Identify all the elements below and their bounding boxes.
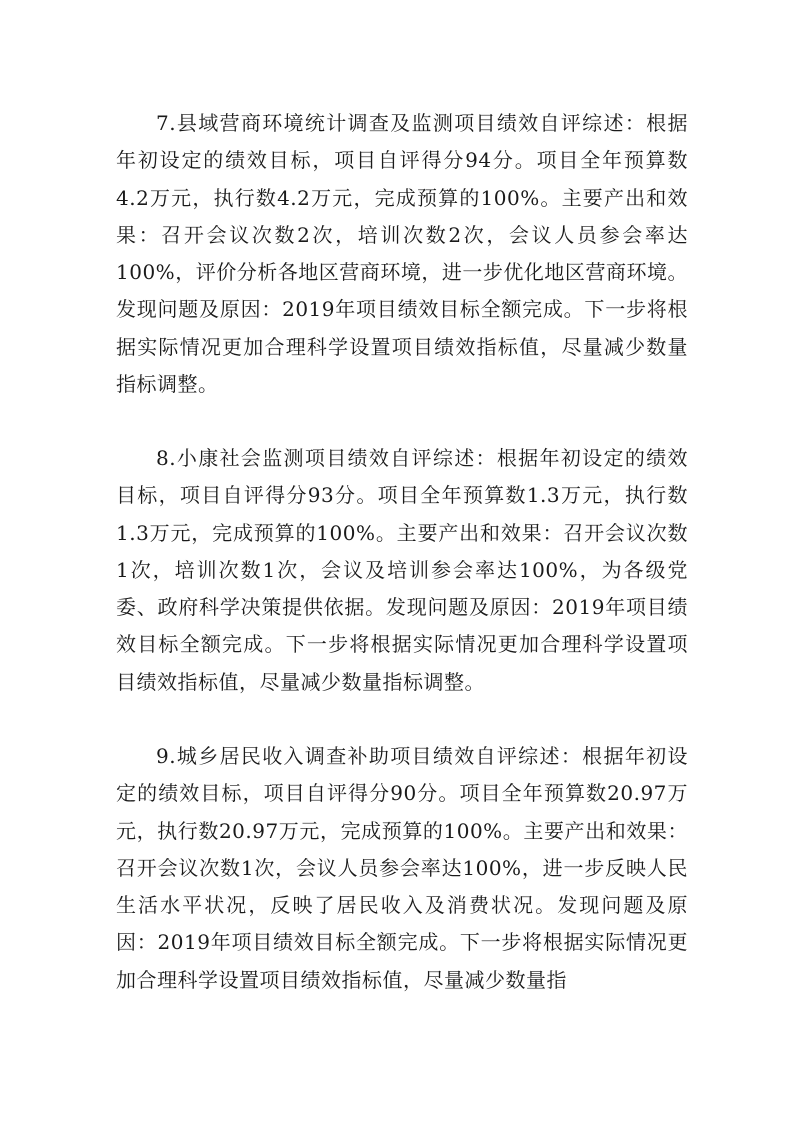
paragraph-block-7 bbox=[116, 105, 688, 403]
paragraph-block-9 bbox=[116, 738, 688, 999]
paragraph-block-8 bbox=[116, 440, 688, 701]
paragraph-item-8: 8.小康社会监测项目绩效自评综述：根据年初设定的绩效目标，项目自评得分93分。项目全年预算数1.3万元，执行数1.3万元，完成预算的100%。主要产出和效果：召开会议次数1次，培训次数1次，会议及培训参会率达100%，为各级党委、政府科学决策提供依据。发现问题及原因：2019年项目绩效目标全额完成。下一步将根据实际情况更加合理科学设置项目绩效指标值，尽量减少数量指标调整。 bbox=[116, 446, 688, 694]
paragraph-item-7: 7.县域营商环境统计调查及监测项目绩效自评综述：根据年初设定的绩效目标，项目自评得分94分。项目全年预算数4.2万元，执行数4.2万元，完成预算的100%。主要产出和效果：召开会议次数2次，培训次数2次，会议人员参会率达100%，评价分析各地区营商环境，进一步优化地区营商环境。发现问题及原因：2019年项目绩效目标全额完成。下一步将根据实际情况更加合理科学设置项目绩效指标值，尽量减少数量指标调整。 bbox=[116, 111, 688, 397]
paragraph-item-9: 9.城乡居民收入调查补助项目绩效自评综述：根据年初设定的绩效目标，项目自评得分90分。项目全年预算数20.97万元，执行数20.97万元，完成预算的100%。主要产出和效果：召开会议次数1次，会议人员参会率达100%，进一步反映人民生活水平状况，反映了居民收入及消费状况。发现问题及原因：2019年项目绩效目标全额完成。下一步将根据实际情况更加合理科学设置项目绩效指标值，尽量减少数量指 bbox=[116, 744, 688, 992]
